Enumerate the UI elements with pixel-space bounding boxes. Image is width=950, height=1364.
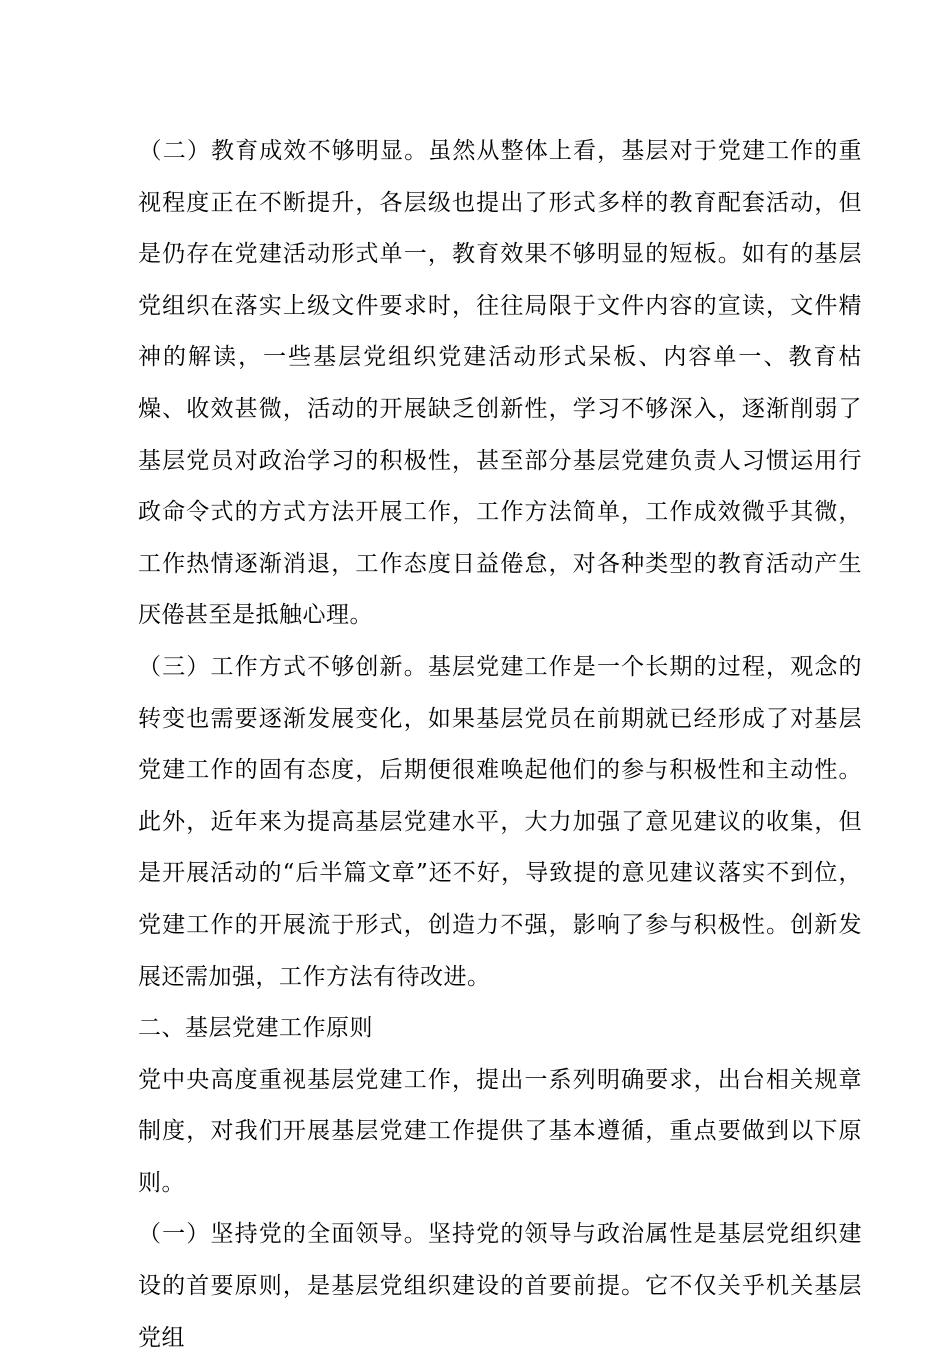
paragraph-work-method [138,642,862,1003]
paragraph-text: （一）坚持党的全面领导。坚持党的领导与政治属性是基层党组织建设的首要原则，是基层党组织建设的首要前提。它不仅关乎机关基层党组 [138,1221,862,1351]
paragraph-central-committee [138,1055,862,1210]
section-heading-principles [138,1003,862,1055]
paragraph-text: （二）教育成效不够明显。虽然从整体上看，基层对于党建工作的重视程度正在不断提升，各层级也提出了形式多样的教育配套活动，但是仍存在党建活动形式单一，教育效果不够明显的短板。如有的基层党组织在落实上级文件要求时，往往局限于文件内容的宣读，文件精神的解读，一些基层党组织党建活动形式呆板、内容单一、教育枯燥、收效甚微，活动的开展缺乏创新性，学习不够深入，逐渐削弱了基层党员对政治学习的积极性，甚至部分基层党建负责人习惯运用行政命令式的方式方法开展工作，工作方法简单，工作成效微乎其微，工作热情逐渐消退，工作态度日益倦怠，对各种类型的教育活动产生厌倦甚至是抵触心理。 [138,138,862,629]
document-page [138,126,862,1364]
paragraph-education-effect [138,126,862,642]
paragraph-party-leadership [138,1209,862,1364]
paragraph-text: 党中央高度重视基层党建工作，提出一系列明确要求，出台相关规章制度，对我们开展基层党建工作提供了基本遵循，重点要做到以下原则。 [138,1066,862,1196]
heading-text: 二、基层党建工作原则 [138,1015,373,1042]
paragraph-text: （三）工作方式不够创新。基层党建工作是一个长期的过程，观念的转变也需要逐渐发展变化，如果基层党员在前期就已经形成了对基层党建工作的固有态度，后期便很难唤起他们的参与积极性和主动性。此外，近年来为提高基层党建水平，大力加强了意见建议的收集，但是开展活动的“后半篇文章”还不好，导致提的意见建议落实不到位，党建工作的开展流于形式，创造力不强，影响了参与积极性。创新发展还需加强，工作方法有待改进。 [138,653,862,990]
